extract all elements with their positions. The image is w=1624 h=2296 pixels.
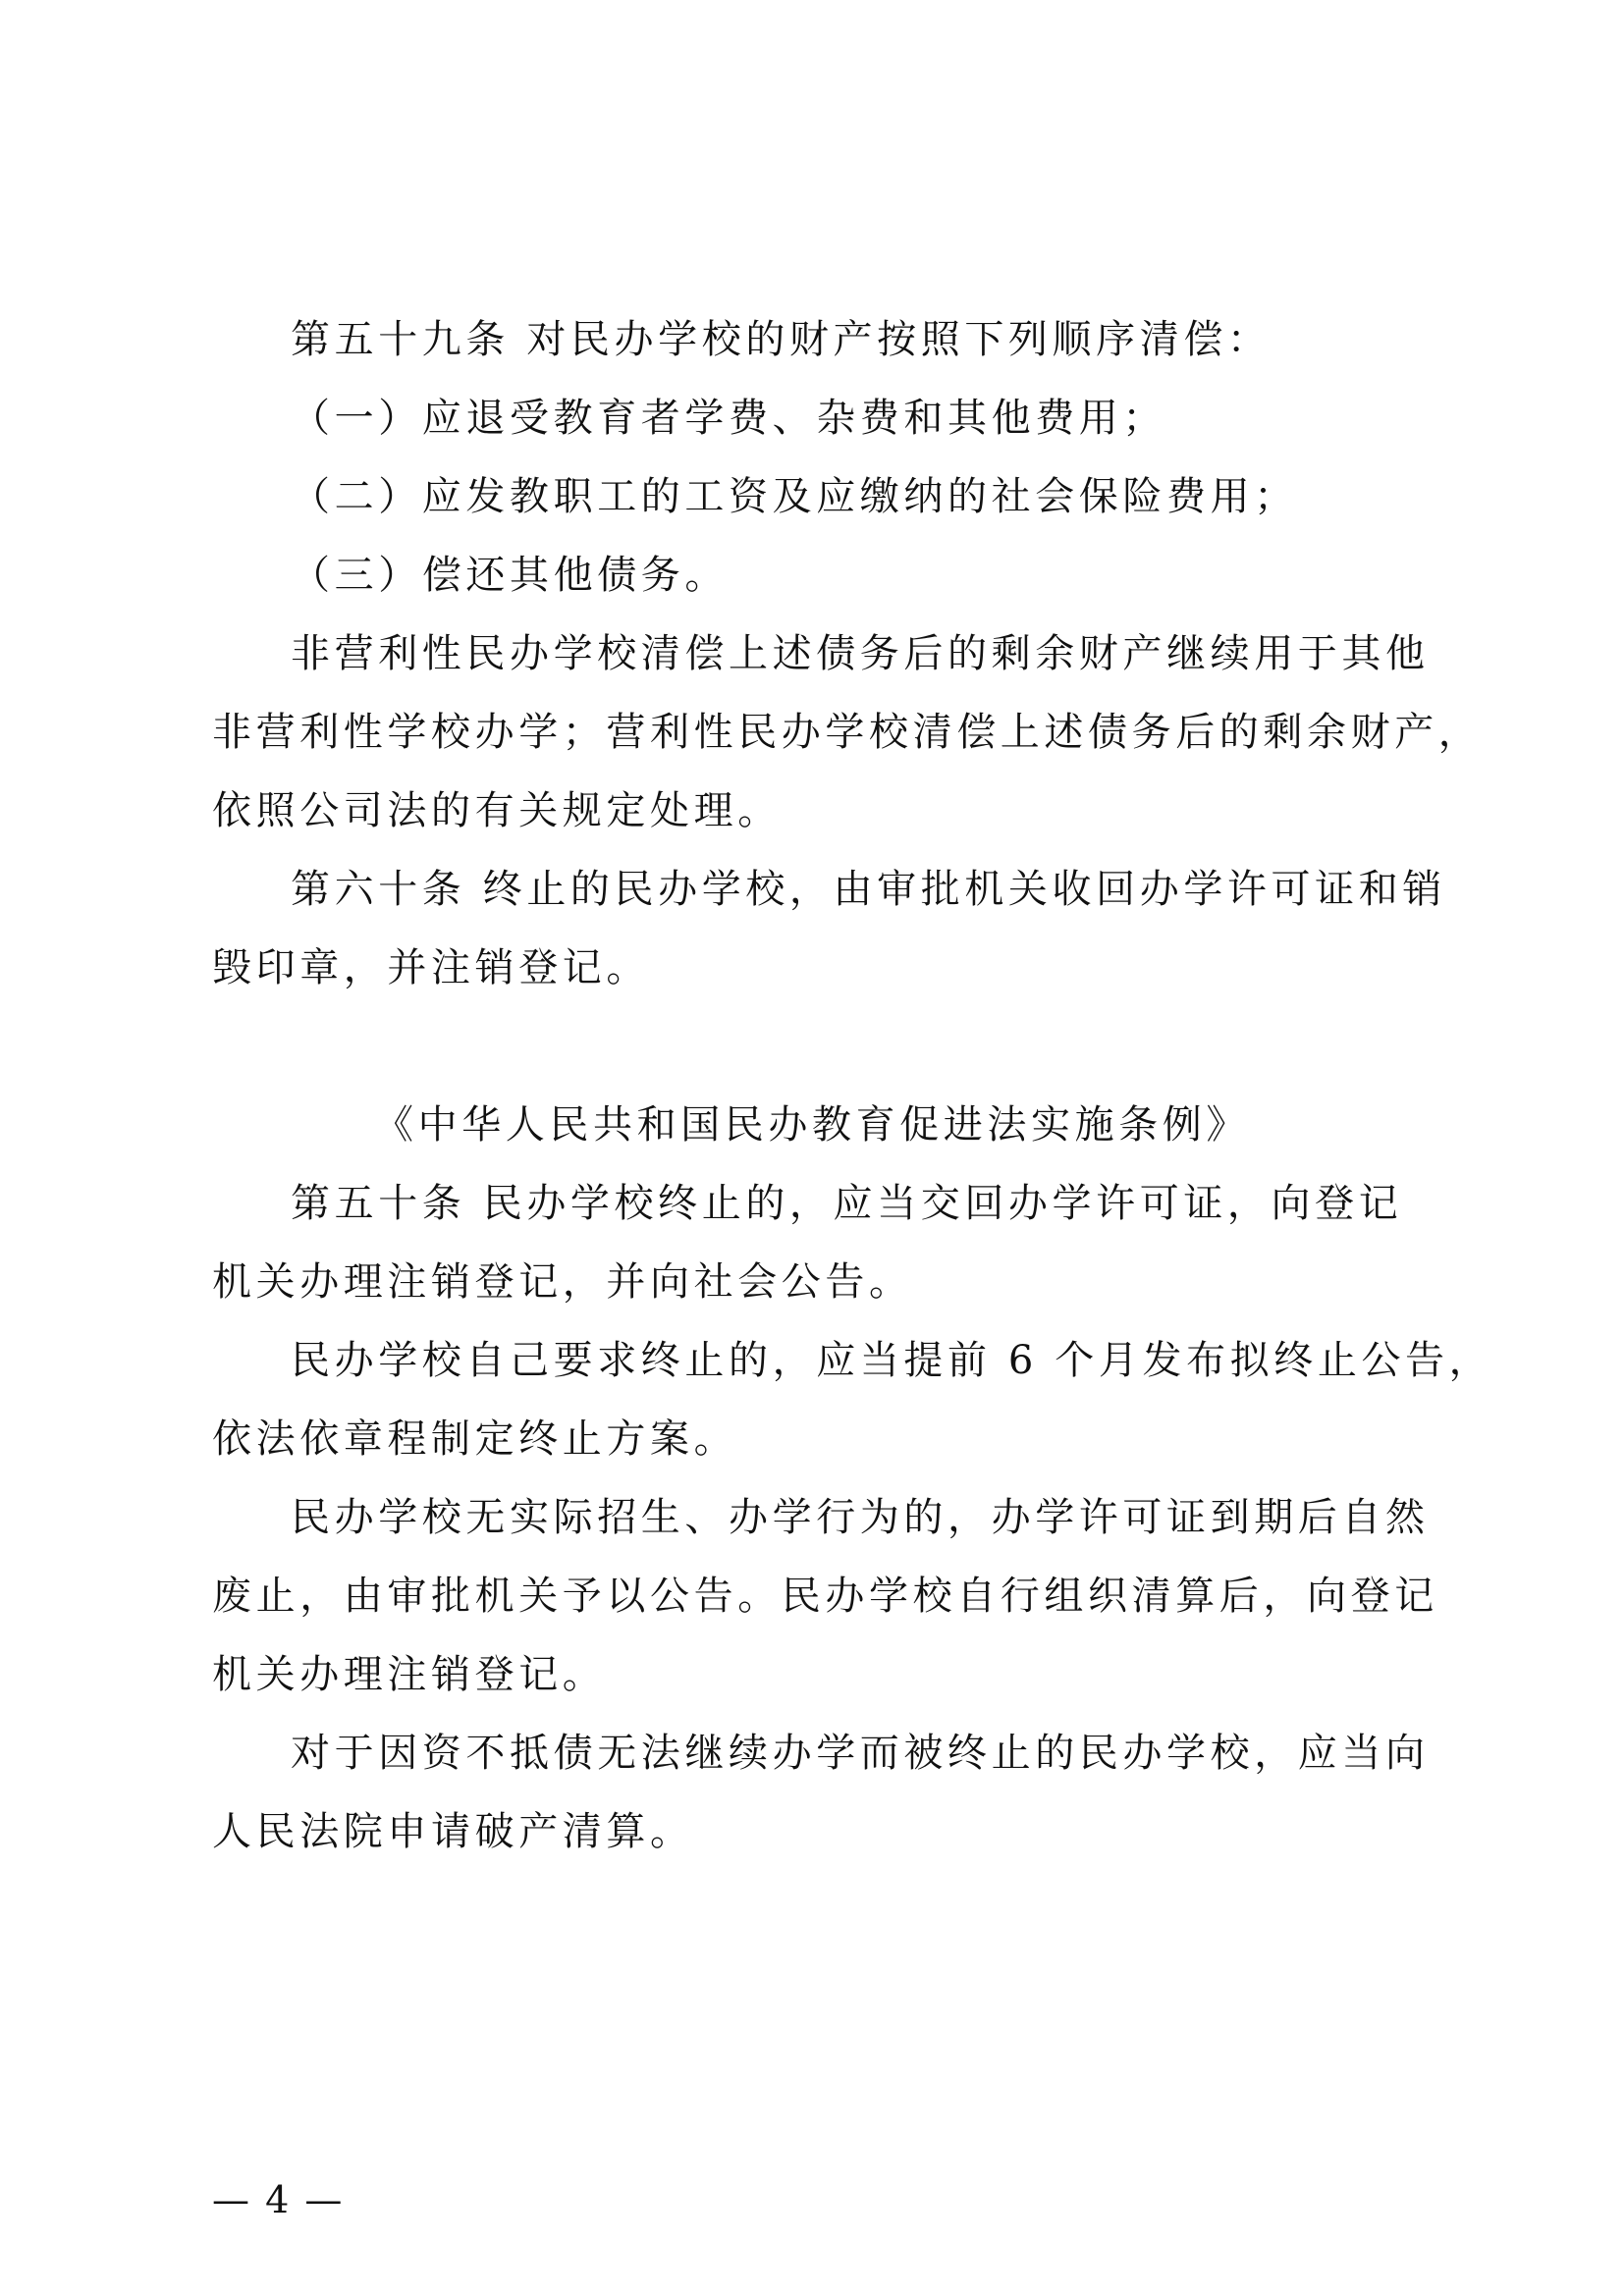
paragraph-remaining-line-1: 非营利性民办学校清偿上述债务后的剩余财产继续用于其他 <box>291 631 1430 676</box>
article-60-line-1: 第六十条 终止的民办学校，由审批机关收回办学许可证和销 <box>291 867 1446 912</box>
paragraph-remaining-line-2: 非营利性学校办学；营利性民办学校清偿上述债务后的剩余财产， <box>212 710 1483 755</box>
article-60-line-2: 毁印章，并注销登记。 <box>212 945 650 990</box>
list-item-1: （一）应退受教育者学费、杂费和其他费用； <box>291 396 1166 441</box>
paragraph-3-line-1: 民办学校无实际招生、办学行为的，办学许可证到期后自然 <box>291 1495 1430 1540</box>
list-item-3: （三）偿还其他债务。 <box>291 553 729 598</box>
page-number: — 4 — <box>212 2178 345 2221</box>
article-50-line-2: 机关办理注销登记，并向社会公告。 <box>212 1259 913 1305</box>
paragraph-2-line-1: 民办学校自己要求终止的，应当提前 6 个月发布拟终止公告， <box>291 1338 1493 1383</box>
article-50-line-1: 第五十条 民办学校终止的，应当交回办学许可证，向登记 <box>291 1181 1403 1226</box>
paragraph-4-line-1: 对于因资不抵债无法继续办学而被终止的民办学校，应当向 <box>291 1731 1430 1776</box>
paragraph-3-line-3: 机关办理注销登记。 <box>212 1652 607 1697</box>
regulation-title: 《中华人民共和国民办教育促进法实施条例》 <box>374 1102 1250 1148</box>
paragraph-3-line-2: 废止，由审批机关予以公告。民办学校自行组织清算后，向登记 <box>212 1574 1438 1619</box>
article-59-heading: 第五十九条 对民办学校的财产按照下列顺序清偿： <box>291 317 1272 362</box>
paragraph-2-line-2: 依法依章程制定终止方案。 <box>212 1416 738 1462</box>
list-item-2: （二）应发教职工的工资及应缴纳的社会保险费用； <box>291 474 1298 519</box>
paragraph-4-line-2: 人民法院申请破产清算。 <box>212 1809 694 1854</box>
paragraph-remaining-line-3: 依照公司法的有关规定处理。 <box>212 788 782 833</box>
